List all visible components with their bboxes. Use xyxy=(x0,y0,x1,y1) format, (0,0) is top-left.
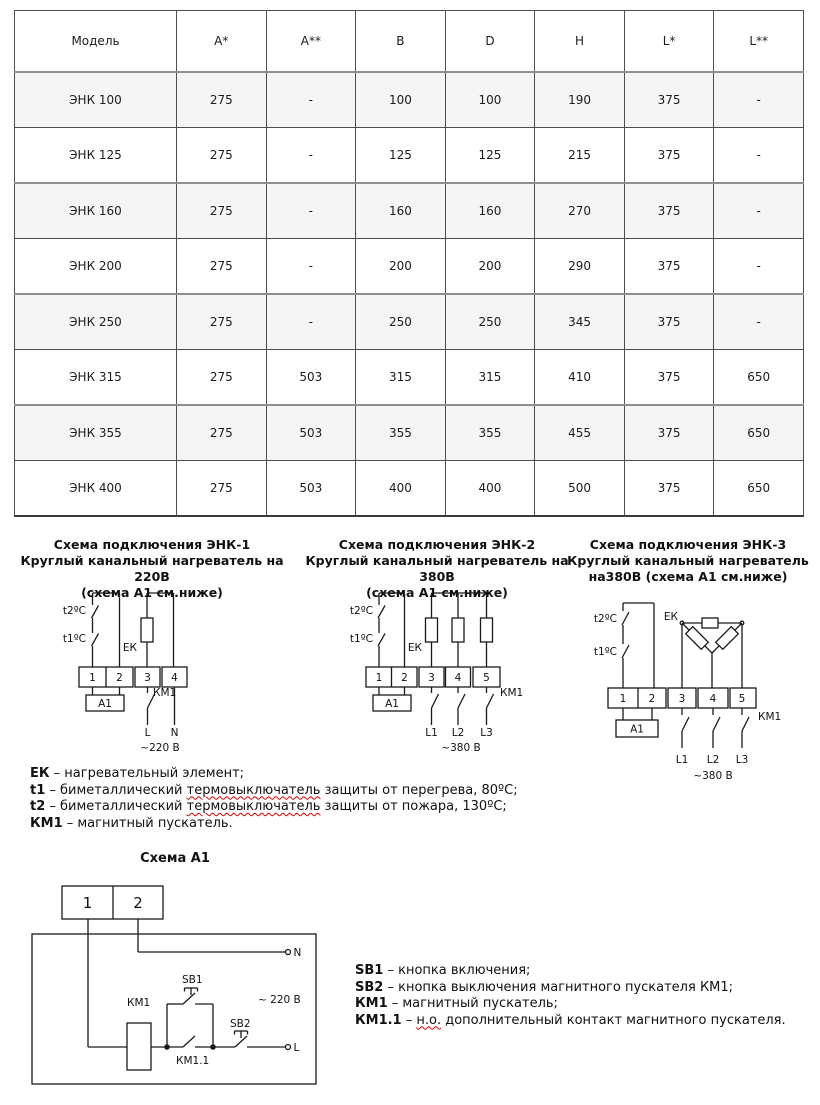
table-cell: 160 xyxy=(445,183,535,239)
a1-scheme-title: Схема А1 xyxy=(140,851,210,866)
terminal-number: 4 xyxy=(454,672,462,684)
col-header-d: D xyxy=(445,11,535,73)
table-cell: ЭНК 315 xyxy=(15,350,177,406)
table-cell: 375 xyxy=(624,239,714,295)
table-cell: - xyxy=(714,239,804,295)
table-cell: ЭНК 100 xyxy=(15,72,177,128)
table-cell: 190 xyxy=(535,72,625,128)
table-cell: - xyxy=(714,72,804,128)
table-cell: 650 xyxy=(714,405,804,461)
terminal-number: 1 xyxy=(82,894,93,912)
table-cell: 250 xyxy=(356,294,446,350)
phase-l-label: L xyxy=(144,727,151,739)
title-line: Схема подключения ЭНК-3 xyxy=(589,537,787,552)
table-row xyxy=(15,183,804,239)
table-cell: ЭНК 400 xyxy=(15,461,177,517)
a1-label: А1 xyxy=(630,723,644,736)
km1-contacts xyxy=(432,687,494,725)
table-cell: 275 xyxy=(177,350,267,406)
title-line: Круглый канальный нагреватель на 220В xyxy=(20,553,284,584)
table-cell: - xyxy=(266,72,356,128)
thermal-switch-loop xyxy=(92,593,120,667)
table-cell: ЭНК 200 xyxy=(15,239,177,295)
voltage-label: ~220 В xyxy=(140,742,180,754)
title-line: на380В (схема А1 см.ниже) xyxy=(588,569,788,584)
table-row xyxy=(15,239,804,295)
table-cell: 503 xyxy=(266,350,356,406)
wiring-diagram-enk2 xyxy=(330,585,580,757)
col-header-l1: L* xyxy=(624,11,714,73)
table-cell: 275 xyxy=(177,183,267,239)
table-cell: 375 xyxy=(624,405,714,461)
title-line: Схема подключения ЭНК-1 xyxy=(53,537,251,552)
table-cell: 290 xyxy=(535,239,625,295)
terminal-number: 2 xyxy=(648,693,656,705)
t2-label: t2ºC xyxy=(349,605,373,617)
table-cell: 215 xyxy=(535,128,625,184)
legend-row: КМ1 – магнитный пускатель. xyxy=(30,815,233,831)
scheme-a1-diagram xyxy=(25,875,355,1090)
table-cell: 270 xyxy=(535,183,625,239)
table-cell: 125 xyxy=(356,128,446,184)
title-line: (схема А1 см.ниже) xyxy=(81,585,223,600)
table-cell: 200 xyxy=(445,239,535,295)
sb2-label: SB2 xyxy=(230,1018,251,1030)
dimensions-table xyxy=(14,10,804,517)
phase-l1-label: L1 xyxy=(425,727,438,739)
table-cell: ЭНК 125 xyxy=(15,128,177,184)
phase-l-label: L xyxy=(293,1042,300,1054)
legend-key: КМ1 xyxy=(355,996,388,1011)
table-cell: 410 xyxy=(535,350,625,406)
terminal-number: 4 xyxy=(709,693,717,705)
title-line: Круглый канальный нагреватель xyxy=(567,553,809,568)
legend-key: КМ1.1 xyxy=(355,1012,402,1028)
legend-row: ЕК – нагревательный элемент; xyxy=(30,766,245,781)
t2-label: t2ºC xyxy=(62,605,86,617)
table-cell: 375 xyxy=(624,350,714,406)
table-cell: ЭНК 160 xyxy=(15,183,177,239)
col-header-a2: А** xyxy=(266,11,356,73)
phase-l2-label: L2 xyxy=(451,727,465,739)
table-cell: 455 xyxy=(535,405,625,461)
table-cell: 275 xyxy=(177,72,267,128)
phase-l3-label: L3 xyxy=(480,727,493,739)
phase-l2-label: L2 xyxy=(706,754,720,766)
terminal-number: 3 xyxy=(428,672,435,684)
t2-label: t2ºC xyxy=(593,613,617,625)
col-header-h: Н xyxy=(535,11,625,73)
table-cell: 160 xyxy=(356,183,446,239)
legend-a1 xyxy=(355,963,786,1029)
terminal-number: 1 xyxy=(89,672,96,684)
legend-key: КМ1 xyxy=(30,815,63,831)
table-cell: 125 xyxy=(445,128,535,184)
table-cell: 315 xyxy=(356,350,446,406)
title-line: Круглый канальный нагреватель на 380В xyxy=(305,553,569,584)
title-line: Схема подключения ЭНК-2 xyxy=(338,537,536,552)
t1-label: t1ºC xyxy=(62,633,86,645)
table-cell: 275 xyxy=(177,239,267,295)
table-row xyxy=(15,405,804,461)
heater-branches xyxy=(426,593,493,667)
thermal-switch-loop xyxy=(378,593,405,667)
table-cell: 250 xyxy=(445,294,535,350)
phase-l3-label: L3 xyxy=(735,754,749,766)
legend-row: t2 – биметаллический термовыключатель защиты от пожара, 130ºС; xyxy=(30,799,507,814)
table-cell: - xyxy=(266,183,356,239)
table-cell: 100 xyxy=(356,72,446,128)
km1-contacts xyxy=(682,708,749,748)
table-cell: 315 xyxy=(445,350,535,406)
table-cell: 200 xyxy=(356,239,446,295)
km1-label: КМ1 xyxy=(153,687,177,699)
table-cell: 503 xyxy=(266,405,356,461)
table-cell: 375 xyxy=(624,294,714,350)
table-cell: 400 xyxy=(356,461,446,517)
table-cell: 275 xyxy=(177,294,267,350)
sb1-label: SB1 xyxy=(182,974,203,986)
col-header-model: Модель xyxy=(15,11,177,73)
table-cell: ЭНК 355 xyxy=(15,405,177,461)
coil-circuit xyxy=(88,919,183,1070)
table-cell: - xyxy=(266,239,356,295)
delta-heater xyxy=(680,618,744,688)
table-row xyxy=(15,72,804,128)
thermal-switch-loop xyxy=(622,603,654,688)
legend-key: ЕК xyxy=(30,766,50,781)
terminal-number: 2 xyxy=(401,672,408,684)
a1-label: А1 xyxy=(98,698,112,710)
legend-key: t2 xyxy=(30,799,46,814)
neutral-n-label: N xyxy=(170,727,179,739)
voltage-label: ~ 220 В xyxy=(258,994,301,1006)
table-cell: 375 xyxy=(624,128,714,184)
t1-label: t1ºC xyxy=(349,633,373,645)
wiring-diagram-enk3 xyxy=(595,590,820,790)
legend-key: t1 xyxy=(30,782,46,798)
terminal-number: 3 xyxy=(144,672,151,684)
sb1-branch xyxy=(167,988,213,1047)
table-cell: - xyxy=(266,128,356,184)
km1-label: КМ1 xyxy=(758,711,782,723)
ek-label: ЕК xyxy=(407,642,422,654)
legend-key: SB2 xyxy=(355,979,384,995)
km11-contact xyxy=(183,1036,216,1050)
table-row xyxy=(15,461,804,517)
legend-row: КМ1.1 – н.о. дополнительный контакт магнитного пускателя. xyxy=(355,1012,786,1028)
ek-label: ЕК xyxy=(122,642,137,654)
title-line: (схема А1 см.ниже) xyxy=(366,585,508,600)
neutral-n-label: N xyxy=(293,947,302,959)
table-row xyxy=(15,350,804,406)
terminal-number: 4 xyxy=(171,672,178,684)
legend-key: SB1 xyxy=(355,963,384,978)
km11-label: КМ1.1 xyxy=(176,1055,210,1067)
km1-label: КМ1 xyxy=(127,997,151,1009)
col-header-b: В xyxy=(356,11,446,73)
table-cell: 650 xyxy=(714,350,804,406)
table-row xyxy=(15,128,804,184)
terminal-number: 1 xyxy=(619,693,627,705)
km1-label: КМ1 xyxy=(500,687,524,699)
terminal-number: 5 xyxy=(483,672,490,684)
table-cell: 500 xyxy=(535,461,625,517)
heater-branch xyxy=(141,593,174,667)
table-cell: ЭНК 250 xyxy=(15,294,177,350)
voltage-label: ~380 В xyxy=(693,770,733,782)
terminal-number: 2 xyxy=(116,672,123,684)
table-cell: 355 xyxy=(445,405,535,461)
col-header-l2: L** xyxy=(714,11,804,73)
table-cell: 375 xyxy=(624,72,714,128)
voltage-label: ~380 В xyxy=(441,742,481,754)
ek-label: ЕК xyxy=(663,611,678,623)
table-header-row xyxy=(15,11,804,73)
table-cell: 345 xyxy=(535,294,625,350)
legend-row: КМ1 – магнитный пускатель; xyxy=(355,996,558,1011)
legend-row: SB2 – кнопка выключения магнитного пускателя КМ1; xyxy=(355,979,734,995)
diagram-title-enk3 xyxy=(560,537,816,585)
table-cell: - xyxy=(714,183,804,239)
t1-label: t1ºC xyxy=(593,646,617,658)
table-cell: 400 xyxy=(445,461,535,517)
legend-row: t1 – биметаллический термовыключатель защиты от перегрева, 80ºС; xyxy=(30,782,518,798)
table-cell: 275 xyxy=(177,461,267,517)
col-header-a1: А* xyxy=(177,11,267,73)
terminal-number: 3 xyxy=(678,693,686,705)
table-row xyxy=(15,294,804,350)
sb2-contact xyxy=(213,1031,291,1050)
table-cell: 275 xyxy=(177,128,267,184)
a1-label: А1 xyxy=(385,698,399,710)
neutral-rail xyxy=(138,919,291,955)
table-cell: 275 xyxy=(177,405,267,461)
wiring-diagram-enk1 xyxy=(20,585,300,757)
terminal-number: 1 xyxy=(375,672,383,684)
table-cell: 375 xyxy=(624,183,714,239)
phase-l1-label: L1 xyxy=(675,754,689,766)
table-cell: 355 xyxy=(356,405,446,461)
table-cell: 100 xyxy=(445,72,535,128)
table-cell: - xyxy=(714,128,804,184)
legend-row: SB1 – кнопка включения; xyxy=(355,963,531,978)
table-cell: 503 xyxy=(266,461,356,517)
legend-components xyxy=(30,766,518,832)
enclosure-box xyxy=(32,934,316,1084)
table-cell: 375 xyxy=(624,461,714,517)
terminal-strip xyxy=(62,886,163,919)
terminal-number: 2 xyxy=(133,894,143,912)
table-cell: 650 xyxy=(714,461,804,517)
table-cell: - xyxy=(714,294,804,350)
table-cell: - xyxy=(266,294,356,350)
terminal-number: 5 xyxy=(738,693,746,705)
